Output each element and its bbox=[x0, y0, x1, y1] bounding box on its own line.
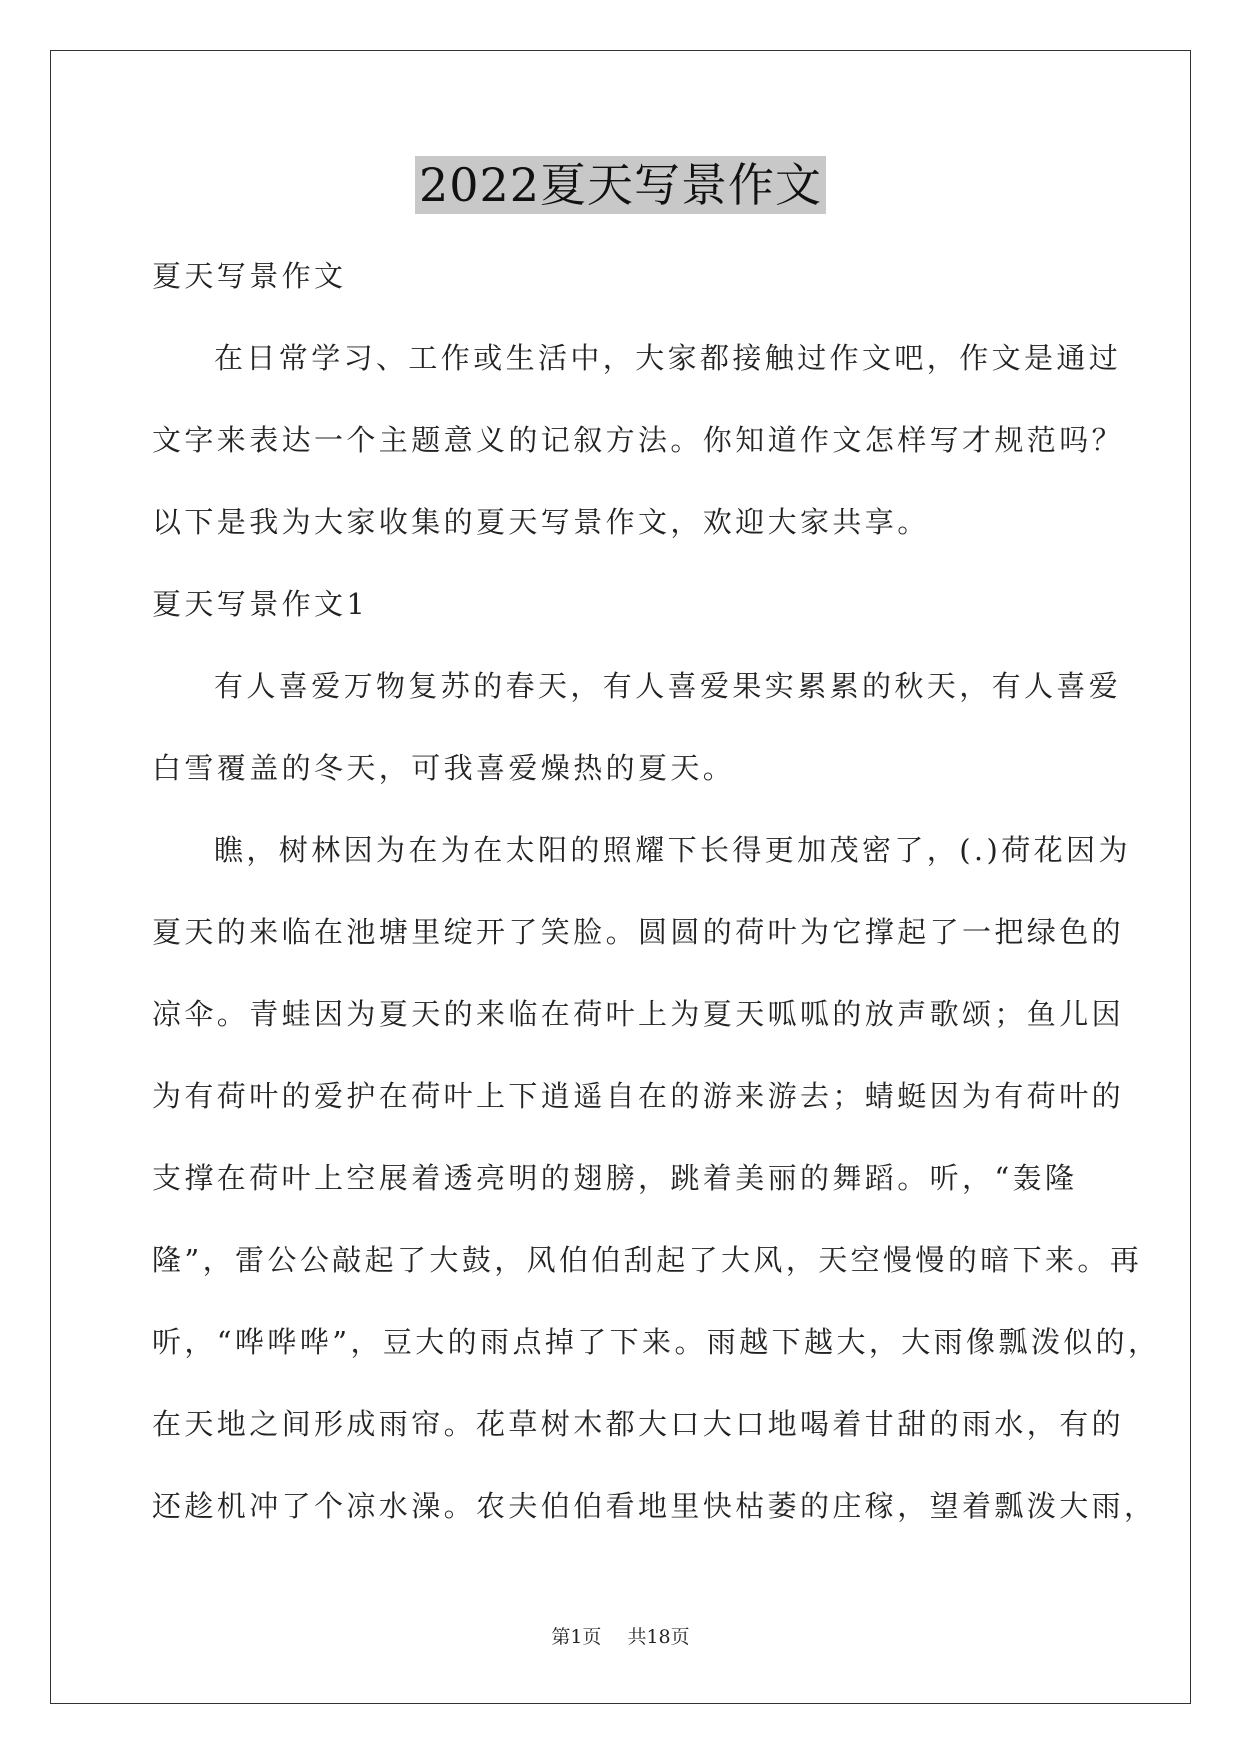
section-heading: 夏天写景作文1 bbox=[152, 587, 369, 621]
title-container bbox=[0, 156, 1241, 214]
page-number: 第1页 bbox=[551, 1626, 602, 1648]
paragraph-line: 隆”，雷公公敲起了大鼓，风伯伯刮起了大风，天空慢慢的暗下来。再 bbox=[152, 1243, 1143, 1277]
paragraph-line: 在日常学习、工作或生活中，大家都接触过作文吧，作文是通过 bbox=[214, 341, 1122, 375]
paragraph-line: 文字来表达一个主题意义的记叙方法。你知道作文怎样写才规范吗？ bbox=[152, 423, 1125, 457]
paragraph-line: 为有荷叶的爱护在荷叶上下逍遥自在的游来游去；蜻蜓因为有荷叶的 bbox=[152, 1079, 1125, 1113]
paragraph-line: 支撑在荷叶上空展着透亮明的翅膀，跳着美丽的舞蹈。听，“轰隆 bbox=[152, 1161, 1078, 1195]
paragraph-line: 凉伞。青蛙因为夏天的来临在荷叶上为夏天呱呱的放声歌颂；鱼儿因 bbox=[152, 997, 1125, 1031]
paragraph-line: 以下是我为大家收集的夏天写景作文，欢迎大家共享。 bbox=[152, 505, 930, 539]
page-footer bbox=[0, 1622, 1241, 1649]
section-heading: 夏天写景作文 bbox=[152, 259, 347, 293]
paragraph-line: 夏天的来临在池塘里绽开了笑脸。圆圆的荷叶为它撑起了一把绿色的 bbox=[152, 915, 1125, 949]
document-title: 2022夏天写景作文 bbox=[415, 156, 826, 214]
paragraph-line: 有人喜爱万物复苏的春天，有人喜爱果实累累的秋天，有人喜爱 bbox=[214, 669, 1122, 703]
paragraph-line: 听，“哗哗哗”，豆大的雨点掉了下来。雨越下越大，大雨像瓢泼似的， bbox=[152, 1325, 1161, 1359]
page-total: 共18页 bbox=[627, 1626, 690, 1648]
paragraph-line: 在天地之间形成雨帘。花草树木都大口大口地喝着甘甜的雨水，有的 bbox=[152, 1407, 1125, 1441]
paragraph-line: 瞧，树林因为在为在太阳的照耀下长得更加茂密了，(.)荷花因为 bbox=[214, 833, 1131, 867]
paragraph-line: 白雪覆盖的冬天，可我喜爱燥热的夏天。 bbox=[152, 751, 736, 785]
paragraph-line: 还趁机冲了个凉水澡。农夫伯伯看地里快枯萎的庄稼，望着瓢泼大雨， bbox=[152, 1489, 1157, 1523]
document-body bbox=[152, 235, 1161, 1547]
